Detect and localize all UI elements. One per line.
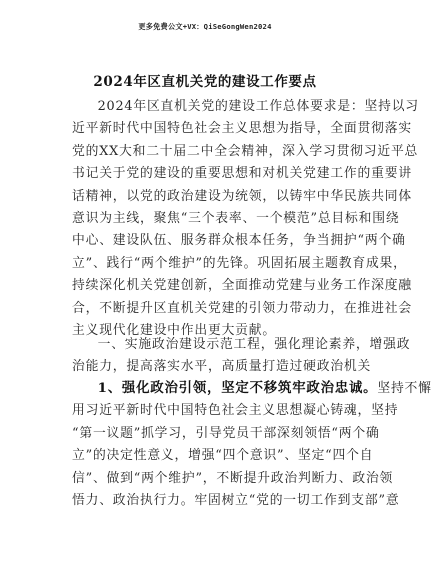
intro-line: 主义现代化建设中作出更大贡献。 — [72, 323, 276, 339]
section-heading-line: 一、实施政治建设示范工程，强化理论素养，增强政 — [97, 337, 411, 352]
subsection-line: “第一议题”抓学习，引导党员干部深刻领悟“两个确 — [72, 425, 380, 441]
intro-paragraph — [72, 96, 419, 344]
subsection-lead-heading: 1、强化政治引领，坚定不移筑牢政治忠诚。 — [97, 380, 378, 396]
intro-line: 党的XX大和二十届二中全会精神，深入学习贯彻习近平总 — [72, 143, 419, 159]
section-heading-1 — [72, 334, 411, 379]
subsection-line: 用习近平新时代中国特色社会主义思想凝心铸魂，坚持 — [72, 403, 399, 419]
subsection-first-line — [72, 377, 432, 400]
document-title: 2024年区直机关党的建设工作要点 — [93, 74, 317, 90]
intro-line: 话精神，以党的政治建设为统领，以铸牢中华民族共同体 — [72, 188, 412, 204]
subsection-line: 立”的决定性意义，增强“四个意识”、坚定“四个自 — [72, 448, 374, 464]
section-heading-line: 治能力，提高落实水平，高质量打造过硬政治机关 — [72, 359, 372, 375]
intro-line: 合，不断提升区直机关党建的引领力带动力，在推进社会 — [72, 300, 412, 316]
intro-line: 2024年区直机关党的建设工作总体要求是：坚持以习 — [97, 99, 419, 114]
intro-line: 书记关于党的建设的重要思想和对机关党建工作的重要讲 — [72, 166, 412, 182]
subsection-first-line-tail: 坚持不懈 — [377, 381, 432, 396]
intro-line: 意识为主线，聚焦“三个表率、一个模范”总目标和围绕 — [72, 211, 400, 227]
subsection-paragraph-1 — [72, 377, 432, 557]
intro-line: 持续深化机关党建创新，全面推动党建与业务工作深度融 — [72, 278, 412, 294]
subsection-line: 悟力、政治执行力。牢固树立“党的一切工作到支部”意 — [72, 493, 400, 509]
intro-line: 近平新时代中国特色社会主义思想为指导，全面贯彻落实 — [72, 121, 412, 137]
intro-line: 立”、践行“两个维护”的先锋。巩固拓展主题教育成果， — [72, 255, 407, 271]
intro-line: 中心、建设队伍、服务群众根本任务，争当拥护“两个确 — [72, 233, 406, 249]
subsection-line: 信”、做到“两个维护”，不断提升政治判断力、政治领 — [72, 470, 394, 486]
header-promo-note: 更多免费公文+VX：QiSeGongWen2024 — [138, 22, 272, 31]
